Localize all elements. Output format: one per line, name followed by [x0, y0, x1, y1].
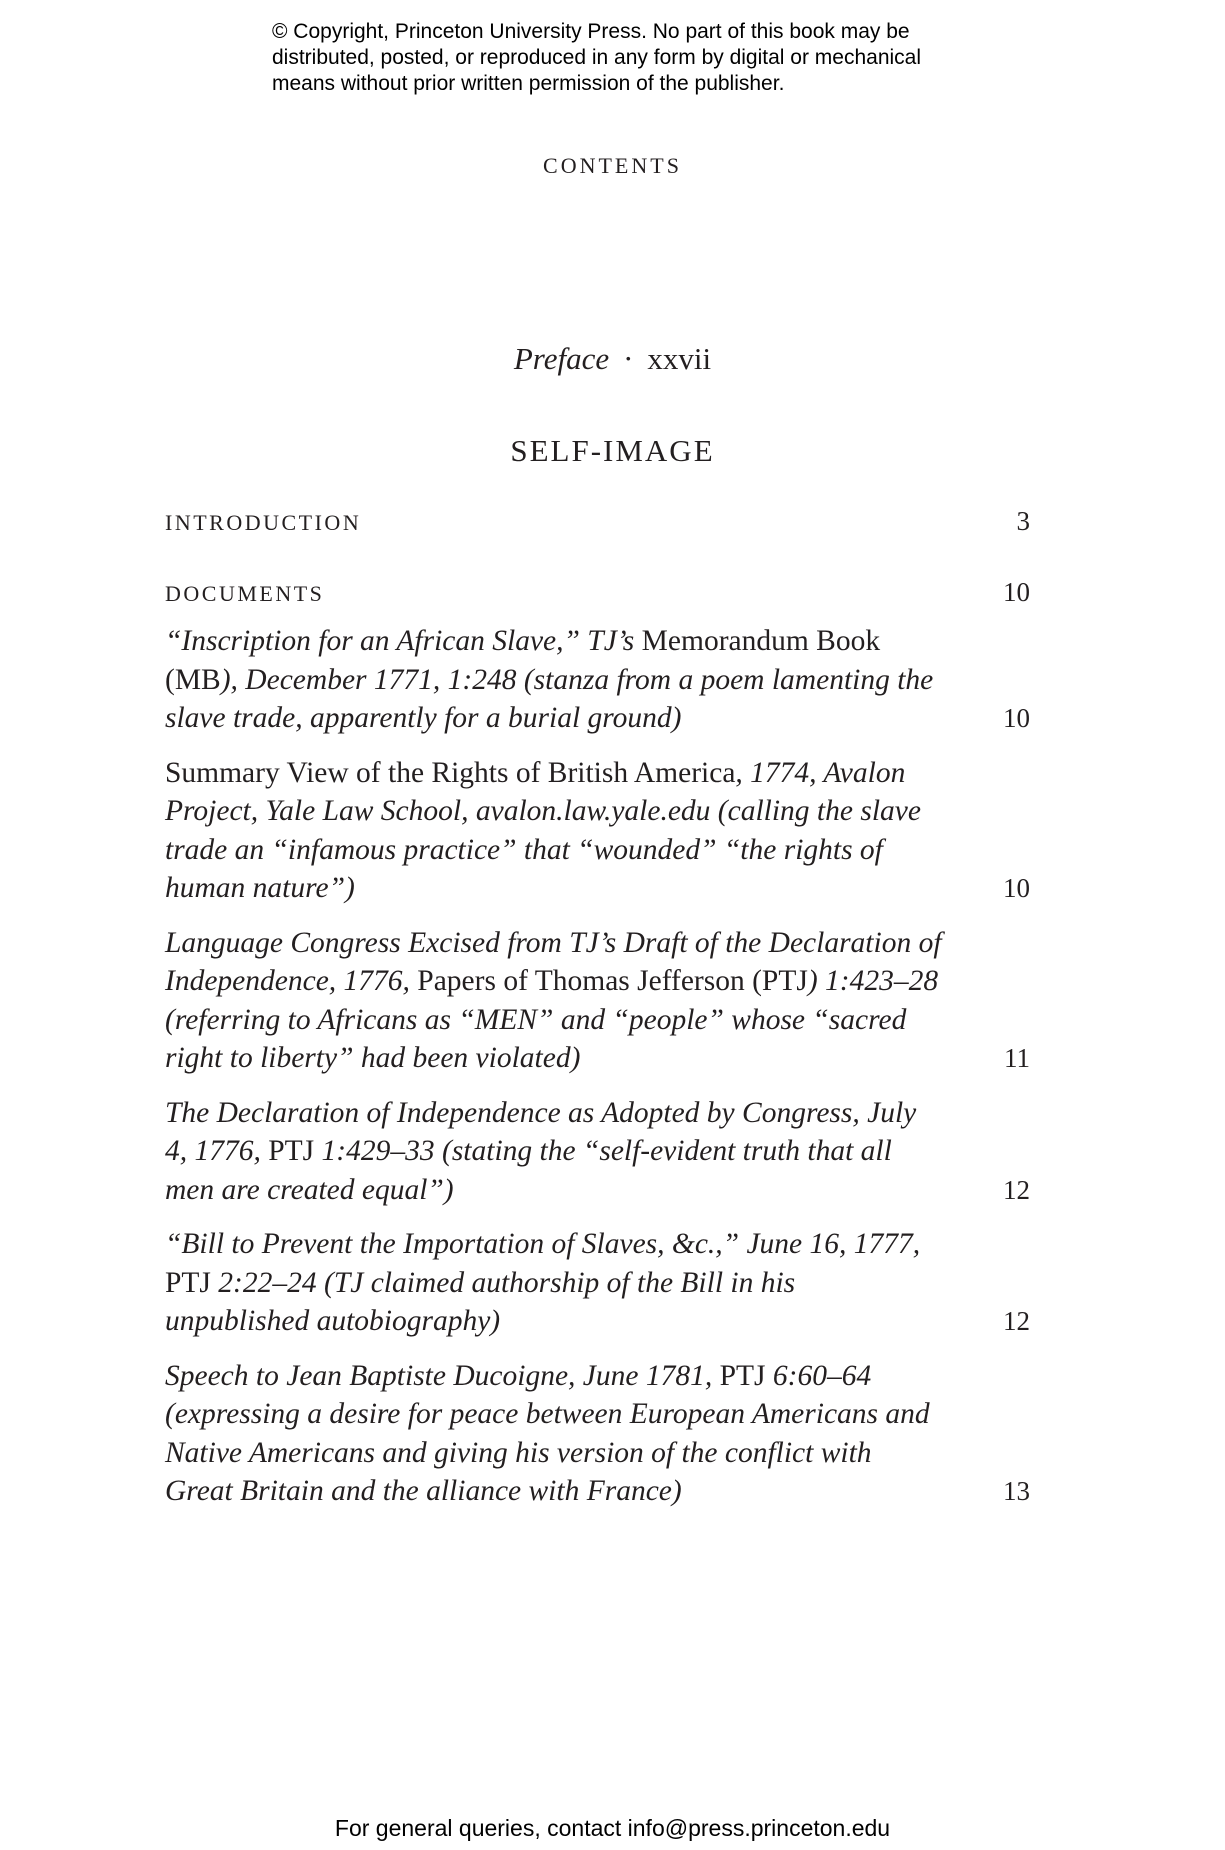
documents-label: DOCUMENTS [165, 581, 325, 606]
documents-page: 10 [1003, 577, 1030, 607]
toc-entry-page: 12 [1003, 1174, 1030, 1205]
toc-entry-title-segment: 1:429–33 (stating the “self-evident truth that all men are created equal”) [165, 1135, 892, 1206]
toc-entry-title-segment: PTJ [260, 1135, 322, 1167]
copyright-line: means without prior written permission of the publisher. [272, 72, 785, 95]
toc-entry-title [165, 1094, 945, 1210]
toc-entry-page: 10 [1003, 873, 1030, 903]
toc-entry-title-segment: ), December 1771, 1:248 (stanza from a poem lamenting the slave trade, apparently for a burial ground) [165, 663, 934, 734]
toc-entry[interactable] [165, 1357, 1030, 1511]
toc-entry-title-segment: Language Congress Excised from TJ’s Draft of the Declaration of Independence, 1776, [165, 926, 942, 997]
preface-separator: · [623, 341, 634, 376]
copyright-notice [272, 19, 972, 97]
toc-entry-title-segment: PTJ [165, 1266, 219, 1299]
toc-entry-title-segment: 6:60–64 (expressing a desire for peace between European Americans and Native Americans and giving his version of the conflict with Great Britain and the alliance with France) [165, 1359, 930, 1507]
toc-entry-title-segment: , 1774, Avalon Project, Yale Law School, avalon.law.yale.edu (calling the slave trade an “infamous practice” that “wounded” “the rights of human nature”) [165, 756, 921, 904]
toc-entry[interactable] [165, 1094, 1030, 1210]
toc-entry[interactable] [165, 924, 1030, 1078]
toc-entry-title [165, 622, 945, 738]
copyright-line: © Copyright, Princeton University Press. No part of this book may be [272, 20, 910, 43]
toc-entry-title-segment: Summary View of the Rights of British America [165, 756, 736, 789]
footer-contact: For general queries, contact info@press.princeton.edu [334, 1815, 891, 1841]
toc-entry[interactable] [165, 754, 1030, 908]
contents-heading: CONTENTS [543, 153, 682, 178]
preface-page: xxvii [647, 341, 712, 376]
toc-entry-title-segment: Papers of Thomas Jefferson (PTJ [409, 965, 808, 997]
toc-entry-title-segment: 2:22–24 (TJ claimed authorship of the Bill in his unpublished autobiography) [165, 1266, 796, 1337]
toc-entry-page: 10 [1003, 703, 1030, 733]
part-title: SELF-IMAGE [510, 433, 715, 468]
documents-entry[interactable] [165, 577, 1030, 608]
introduction-label: INTRODUCTION [165, 510, 362, 535]
document-entries-list [165, 622, 1030, 1527]
toc-entry-title-segment: Speech to Jean Baptiste Ducoigne, June 1781, [165, 1359, 713, 1392]
copyright-line: distributed, posted, or reproduced in any form by digital or mechanical [272, 46, 922, 69]
toc-entry-title [165, 1357, 945, 1511]
toc-entry-page: 11 [1004, 1043, 1030, 1073]
toc-entry-title-segment: The Declaration of Independence as Adopted by Congress, July 4, 1776, [165, 1096, 917, 1167]
toc-entry-title-segment: “Bill to Prevent the Importation of Slaves, &c.,” June 16, 1777, [165, 1228, 921, 1260]
toc-entry-page: 13 [1003, 1476, 1030, 1506]
toc-entry[interactable] [165, 622, 1030, 738]
preface-entry[interactable] [0, 341, 1225, 377]
toc-entry-title-segment: Memorandum Book (MB [165, 625, 881, 696]
toc-entry-title [165, 924, 945, 1078]
preface-title: Preface [513, 341, 610, 376]
toc-entry-title-segment: PTJ [712, 1359, 773, 1392]
toc-entry-title [165, 754, 945, 908]
toc-entry-page: 12 [1003, 1306, 1030, 1336]
introduction-page: 3 [1016, 506, 1030, 536]
toc-entry-title-segment: ) 1:423–28 (referring to Africans as “MEN” and “people” whose “sacred right to liberty” had been violated) [165, 965, 939, 1074]
toc-entry[interactable] [165, 1225, 1030, 1341]
introduction-entry[interactable] [165, 506, 1030, 537]
toc-entry-title-segment: “Inscription for an African Slave,” TJ’s [165, 625, 635, 657]
toc-entry-title [165, 1225, 945, 1341]
